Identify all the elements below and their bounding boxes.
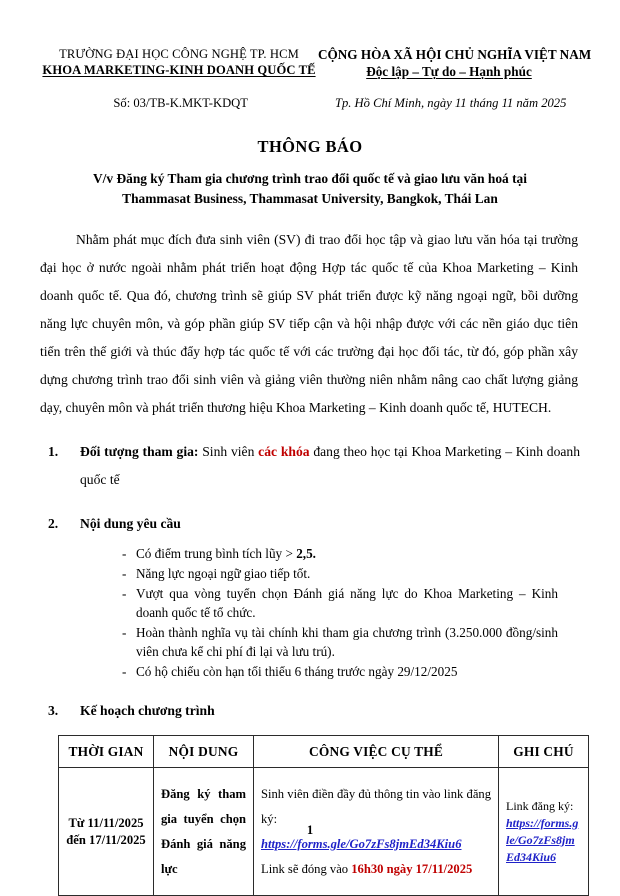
requirements-list xyxy=(122,544,558,681)
cell-work-deadline-label: Link sẽ đóng vào xyxy=(261,861,352,876)
section-3-number: 3. xyxy=(48,703,59,718)
column-header-work: CÔNG VIỆC CỤ THỂ xyxy=(254,736,499,768)
header-left-block xyxy=(40,46,318,78)
section-2-number: 2. xyxy=(48,516,59,531)
section-1-highlight: các khóa xyxy=(258,444,310,459)
bullet-text: Vượt qua vòng tuyển chọn Đánh giá năng lực do Khoa Marketing – Kinh doanh quốc tế tổ chức. xyxy=(136,586,558,620)
list-item xyxy=(122,544,558,563)
section-1-text-before: Sinh viên xyxy=(198,444,259,459)
document-number: Số: 03/TB-K.MKT-KDQT xyxy=(113,96,248,110)
section-1 xyxy=(40,438,580,494)
nation-motto: Độc lập – Tự do – Hạnh phúc xyxy=(366,64,532,79)
page-number: 1 xyxy=(306,823,314,837)
cell-work-instruction-end: ký: xyxy=(261,811,278,826)
section-2-body xyxy=(80,510,580,538)
cell-content-main: Đăng ký tham gia tuyển chọn Đánh giá năng xyxy=(161,786,246,851)
bullet-text: Có hộ chiếu còn hạn tối thiểu 6 tháng trước ngày 29/12/2025 xyxy=(136,664,458,679)
note-label: Link đăng ký: xyxy=(506,798,574,813)
bullet-dash: - xyxy=(122,586,127,601)
section-1-body xyxy=(80,438,580,494)
list-item xyxy=(122,623,558,661)
bullet-text xyxy=(136,544,558,563)
list-item xyxy=(122,662,558,681)
university-name: TRƯỜNG ĐẠI HỌC CÔNG NGHỆ TP. HCM xyxy=(59,47,299,61)
section-3-label: Kế hoạch chương trình xyxy=(80,703,215,718)
intro-paragraph: Nhằm phát mục đích đưa sinh viên (SV) đi trao đổi học tập và giao lưu văn hóa tại trường đại học ở nước ngoài nhằm phát triển hoạt động Hợp tác quốc tế của Khoa Marketing – Kinh doanh quốc tế. Qua đó, chương trình sẽ giúp SV phát triển được kỹ năng ngoại ngữ, bồi dưỡng năng lực chuyên môn, và góp phần giúp SV tiếp cận và hội nhập được với các nền giáo dục tiên tiến trên thế giới và thúc đẩy hợp tác quốc tế với các trường đại học đối tác, từ đó, góp phần xây dựng chương trình trao đổi sinh viên và giảng viên thường niên nhằm nâng cao chất lượng giảng dạy, chuyên môn và phát triển thương hiệu Khoa Marketing – Kinh doanh quốc tế, HUTECH. xyxy=(40,232,578,415)
section-1-text-after: đang theo học tại Khoa Marketing – Kinh doanh quốc tế xyxy=(80,444,581,487)
header-right-block xyxy=(318,46,592,80)
registration-link[interactable]: https://forms.gle/Go7zFs8jmEd34Kiu6 xyxy=(261,836,462,851)
cell-time-line2: đến 17/11/2025 xyxy=(66,832,146,847)
column-header-content: NỘI DUNG xyxy=(154,736,254,768)
bullet-text-before: Có điểm trung bình tích lũy > xyxy=(136,546,297,561)
section-2-label: Nội dung yêu cầu xyxy=(80,516,181,531)
section-3 xyxy=(40,697,580,725)
bullet-text: Năng lực ngoại ngữ giao tiếp tốt. xyxy=(136,566,311,581)
nation-title: CỘNG HÒA XÃ HỘI CHỦ NGHĨA VIỆT NAM xyxy=(318,47,592,62)
cell-work-instruction-text: Sinh viên điền đầy đủ thông tin vào link đăng xyxy=(261,786,491,801)
section-1-label: Đối tượng tham gia: xyxy=(80,444,199,459)
document-date: Tp. Hồ Chí Minh, ngày 11 tháng 11 năm 2025 xyxy=(334,96,567,110)
cell-work-deadline-value: 16h30 ngày 17/11/2025 xyxy=(351,861,473,876)
section-1-number: 1. xyxy=(48,444,59,459)
section-2 xyxy=(40,510,580,538)
bullet-dash: - xyxy=(122,546,127,561)
cell-content-last: lực xyxy=(161,861,178,876)
bullet-text-bold: 2,5. xyxy=(296,546,316,561)
column-header-time: THỜI GIAN xyxy=(59,736,154,768)
page-subtitle: V/v Đăng ký Tham gia chương trình trao đổi quốc tế và giao lưu văn hoá tại Thammasat Business, Thammasat University, Bangkok, Thái Lan xyxy=(93,171,527,206)
section-3-body xyxy=(80,697,580,725)
faculty-name: KHOA MARKETING-KINH DOANH QUỐC TẾ xyxy=(42,63,316,77)
note-registration-link[interactable]: https://forms.gle/Go7zFs8jmEd34Kiu6 xyxy=(506,815,579,864)
column-header-note: GHI CHÚ xyxy=(499,736,589,768)
bullet-dash: - xyxy=(122,664,127,679)
list-item xyxy=(122,564,558,583)
page-title: THÔNG BÁO xyxy=(257,137,363,156)
bullet-dash: - xyxy=(122,625,127,640)
program-plan-table xyxy=(58,735,589,896)
document-subheader xyxy=(40,95,580,111)
bullet-text: Hoàn thành nghĩa vụ tài chính khi tham gia chương trình (3.250.000 đồng/sinh viên chưa kể chi phí đi lại và lưu trú). xyxy=(136,625,558,659)
title-block xyxy=(40,137,580,209)
list-item xyxy=(122,584,558,622)
cell-work-deadline xyxy=(261,857,491,882)
document-header xyxy=(40,46,592,80)
bullet-dash: - xyxy=(122,566,127,581)
cell-time-line1: Từ 11/11/2025 xyxy=(68,815,144,830)
table-header-row xyxy=(59,736,589,768)
